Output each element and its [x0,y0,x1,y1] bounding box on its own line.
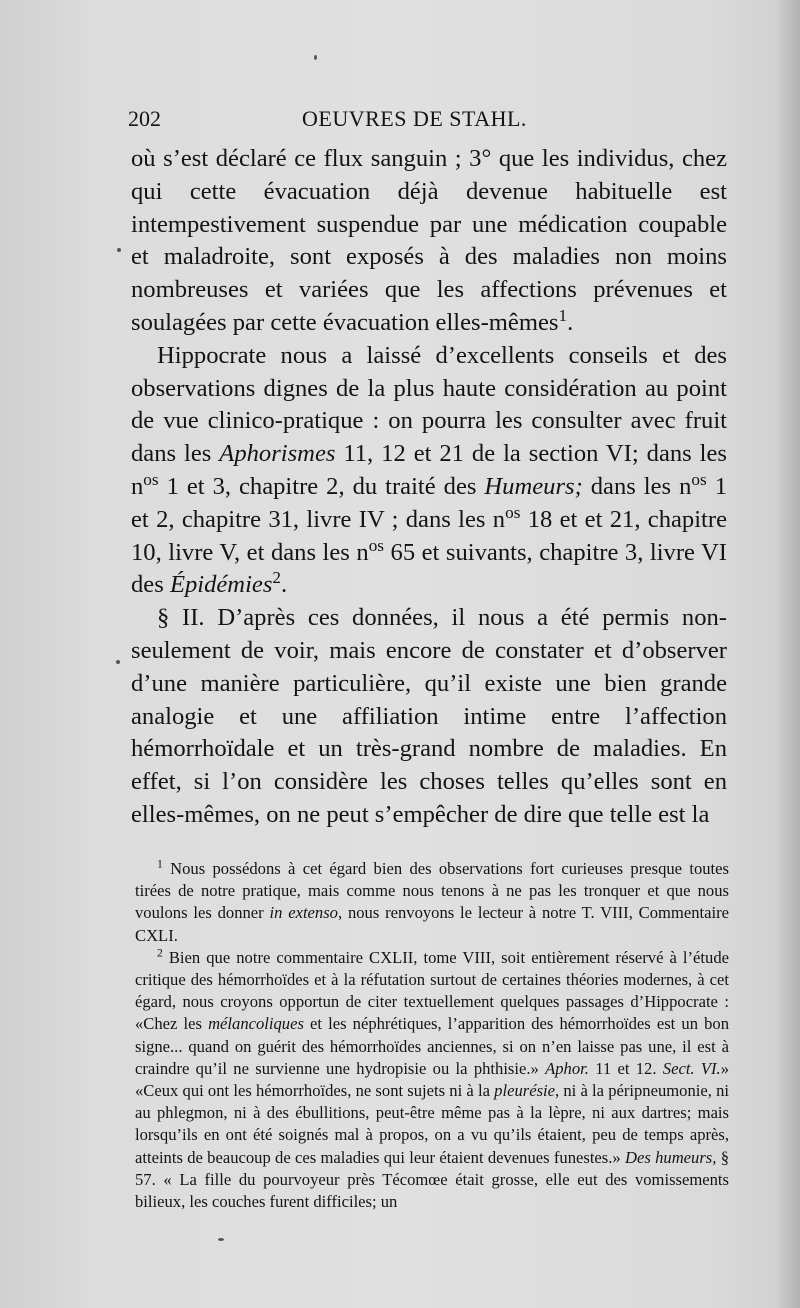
in-extenso-italic: in extenso [269,903,338,923]
aphor-citation: Aphor. [545,1058,589,1078]
footnote-1-text-b: , nous renvoyons le lecteur à notre T. VIII, Commentaire CXLI. [135,903,729,945]
paragraph-2-text-c: 1 et 3, chapitre 2, du traité des [158,472,485,500]
print-speck [314,55,317,60]
paragraph-2-text-g: 65 et suivants, chapitre 3, livre VI des [131,538,727,599]
paragraph-2 [131,340,727,602]
epidemies-title: Épidémies [169,571,273,599]
paragraph-1 [131,143,727,340]
footnote-ref-1: 1 [558,305,568,325]
paragraph-2-end: . [281,571,288,599]
footnote-2-text-f: § 57. « La fille du pourvoyeur près Técomœe était grosse, elle eut des vomissements bilieux, les couches furent difficiles; un [135,1147,729,1212]
paragraph-2-text-d: dans les n [582,472,692,500]
paragraph-2-text-a: Hippocrate nous a laissé d’excellents conseils et des observations dignes de la plus haute considération au point de vue clinico-pratique : on pourra les consulter avec fruit dans les [131,341,727,468]
footnote-1-mark: 1 [157,857,163,871]
paragraph-3: § II. D’après ces données, il nous a été permis non-seulement de voir, mais encore de constater et d’observer d’une manière particulière, qu’il existe une bien grande analogie et une affiliation intime entre l’affection hémorrhoïdale et un très-grand nombre de maladies. En effet, si l’on considère les choses telles qu’elles sont en elles-mêmes, on ne peut s’empêcher de dire que telle est la [131,604,727,828]
humeurs-title: Humeurs; [484,472,583,500]
body-text [131,143,727,832]
numero-superscript: os [143,469,159,489]
page-number: 202 [128,106,161,131]
footnote-1 [135,858,729,947]
page-edge-shadow [774,0,800,1308]
print-speck [218,1238,224,1241]
paragraph-2-text-e: 1 et 2, chapitre 31, livre IV ; dans les n [131,472,727,533]
numero-superscript: os [368,535,384,555]
footnote-2 [135,947,729,1213]
paragraph-1-text: où s’est déclaré ce flux sanguin ; 3° que les individus, chez qui cette évacuation déjà devenue habituelle est intempestivement suspendue par une médication coupable et maladroite, sont exposés à des maladies non moins nombreuses et variées que les affections prévenues et soulagées par cette évacuation elles-mêmes [131,145,727,336]
numero-superscript: os [691,469,707,489]
des-humeurs-citation: Des humeurs, [625,1147,717,1167]
paragraph-1-end: . [567,308,574,336]
paragraph-2-text-b: 11, 12 et 21 de la section VI; dans les n [131,440,727,500]
footnotes [135,858,729,1213]
aphorismes-title: Aphorismes [219,440,336,468]
numero-superscript: os [505,502,521,522]
footnote-2-text-b: et les néphrétiques, l’apparition des hémorrhoïdes est un bon signe... quand on guérit des hémorrhoïdes anciennes, si on n’en laisse pas une, il est à craindre qu’il ne survienne une hydropisie ou la phthisie.» [135,1014,729,1078]
paragraph-2-text-f: 18 et et 21, chapitre 10, livre V, et dans les n [131,505,727,566]
sect-citation: Sect. VI. [662,1058,721,1078]
footnote-1-text-a: Nous possédons à cet égard bien des observations fort curieuses presque toutes tirées de notre pratique, mais comme nous tenons à ne pas les tronquer et que nous voulons les donner [135,859,729,923]
running-title: OEUVRES DE STAHL. [302,106,527,131]
footnote-2-text-a: Bien que notre commentaire CXLII, tome VIII, soit entièrement réservé à l’étude critique des hémorrhoïdes et à la réfutation surtout de certaines théories modernes, à cet égard, nous croyons opportun de citer textuellement quelques passages d’Hippocrate : «Chez les [135,947,729,1034]
footnote-2-text-e: , ni à la péripneumonie, ni au phlegmon, ni à des ébullitions, peut-être même pas à la lèpre, ni aux dartres; mais lorsqu’ils en ont été soignés mal à propos, on a vu qu’ils étaient, peu de temps après, atteints de beaucoup de ces maladies qui leur étaient devenues funestes.» [135,1081,729,1167]
footnote-ref-2: 2 [272,568,281,588]
page-header [128,106,728,136]
melancoliques-italic: mélancoliques [208,1014,304,1034]
pleuresie-italic: pleurésie [494,1081,555,1101]
footnote-2-text-d: » «Ceux qui ont les hémorrhoïdes, ne sont sujets ni à la [135,1058,729,1101]
footnote-2-text-c: 11 et 12. [588,1058,663,1078]
print-speck [117,248,121,252]
footnote-2-mark: 2 [157,946,163,960]
print-speck [116,660,120,664]
